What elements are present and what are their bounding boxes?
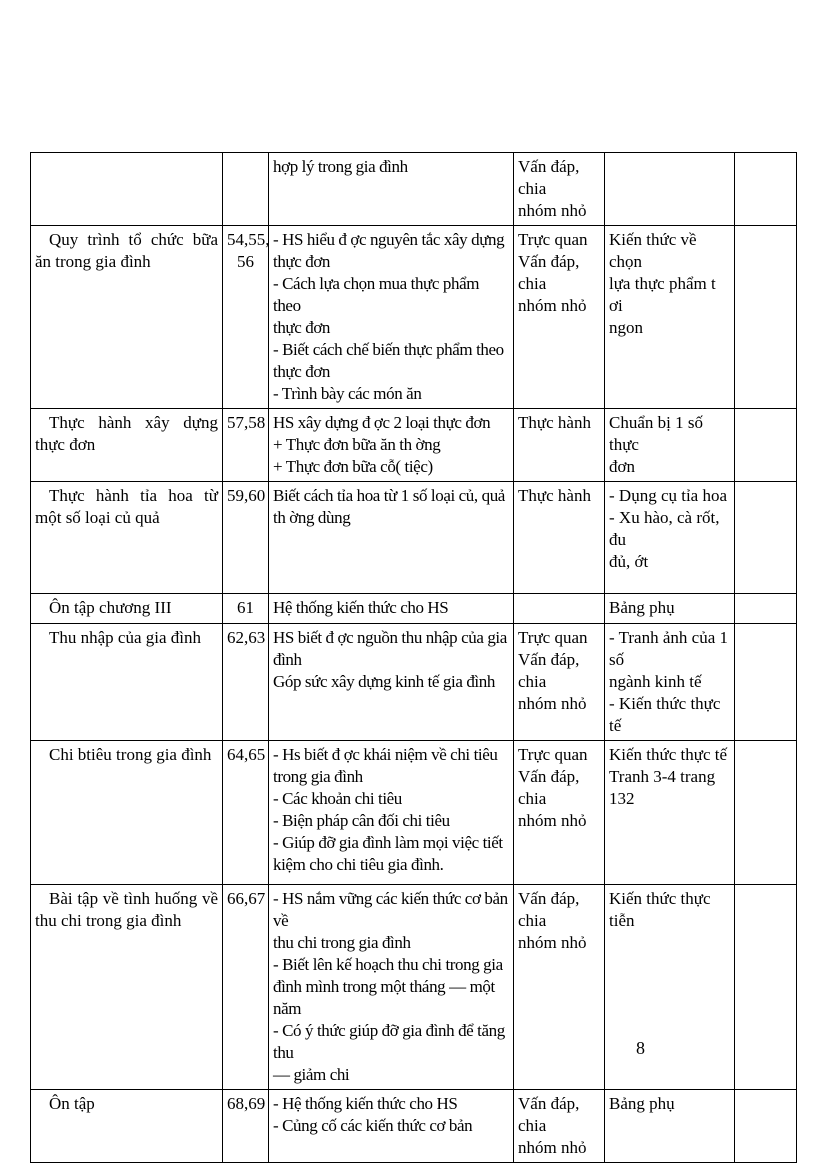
method-line: Vấn đáp, chia — [518, 650, 580, 691]
method-line: Trực quan — [518, 745, 588, 764]
table-row — [31, 1090, 797, 1163]
prep-line: - Dụng cụ tỉa hoa — [609, 486, 728, 505]
method-line: Vấn đáp, chia — [518, 252, 580, 293]
content-line: hợp lý trong gia đình — [273, 157, 408, 176]
content-line: - Biết cách chế biến thực phẩm theo — [273, 340, 504, 359]
method-cell — [514, 153, 605, 226]
method-line: Vấn đáp, chia — [518, 767, 580, 808]
content-line: th ờng dùng — [273, 508, 351, 527]
prep-line: đơn — [609, 457, 635, 476]
content-cell — [269, 226, 514, 409]
lesson-title-cell — [31, 1090, 223, 1163]
preparation-cell — [605, 624, 735, 741]
method-line: Vấn đáp, chia — [518, 157, 580, 198]
content-line: thu chi trong gia đình — [273, 933, 411, 952]
periods-cell: 54,55, 56 — [223, 226, 269, 409]
table-row — [31, 153, 797, 226]
note-cell — [735, 741, 797, 885]
lesson-title: Thu nhập của gia đình — [49, 628, 202, 647]
method-cell — [514, 1090, 605, 1163]
lesson-title-cell — [31, 741, 223, 885]
content-line: trong gia đình — [273, 767, 363, 786]
content-line: thực đơn — [273, 362, 331, 381]
table-row — [31, 482, 797, 594]
prep-line: ngành kinh tế — [609, 672, 702, 691]
prep-line: đủ, ớt — [609, 552, 649, 571]
method-cell — [514, 409, 605, 482]
prep-line: - Kiến thức thực tế — [609, 694, 721, 735]
content-line: - Biện pháp cân đối chi tiêu — [273, 811, 450, 830]
note-cell — [735, 226, 797, 409]
content-line: Hệ thống kiến thức cho HS — [273, 598, 449, 617]
note-cell — [735, 624, 797, 741]
content-line: kiệm cho chi tiêu gia đình. — [273, 855, 444, 874]
periods-cell: 61 — [223, 594, 269, 624]
method-line: Trực quan — [518, 628, 588, 647]
periods-cell: 62,63 — [223, 624, 269, 741]
prep-line: Kiến thức thực tiễn — [609, 889, 711, 930]
note-cell — [735, 1090, 797, 1163]
periods-cell: 66,67 — [223, 885, 269, 1090]
preparation-cell — [605, 482, 735, 594]
method-line: nhóm nhỏ — [518, 1138, 587, 1157]
content-cell — [269, 482, 514, 594]
content-line: - Trình bày các món ăn — [273, 384, 422, 403]
prep-line: lựa thực phẩm t ơi — [609, 274, 716, 315]
lesson-title-cell — [31, 409, 223, 482]
lesson-title: Chi btiêu trong gia đình — [49, 745, 212, 764]
method-line: Thực hành — [518, 486, 591, 505]
method-cell — [514, 594, 605, 624]
prep-line: - Tranh ảnh của 1 số — [609, 628, 728, 669]
prep-line: Bảng phụ — [609, 598, 675, 617]
method-line: Vấn đáp, chia — [518, 1094, 580, 1135]
prep-line: - Xu hào, cà rốt, đu — [609, 508, 720, 549]
method-cell — [514, 482, 605, 594]
content-cell — [269, 885, 514, 1090]
content-line: đình — [273, 650, 302, 669]
content-cell — [269, 409, 514, 482]
prep-line: Kiến thức thực tế — [609, 745, 728, 764]
lesson-title-cell — [31, 594, 223, 624]
prep-line: Chuẩn bị 1 số thực — [609, 413, 703, 454]
lesson-title-cell — [31, 885, 223, 1090]
content-line: - Hs biết đ ợc khái niệm về chi tiêu — [273, 745, 498, 764]
table-row — [31, 226, 797, 409]
note-cell — [735, 482, 797, 594]
periods-cell: 64,65 — [223, 741, 269, 885]
content-line: HS xây dựng đ ợc 2 loại thực đơn — [273, 413, 491, 432]
method-line: nhóm nhỏ — [518, 933, 587, 952]
page-number: 8 — [636, 1038, 645, 1058]
content-line: Góp sức xây dựng kinh tế gia đình — [273, 672, 495, 691]
method-line: nhóm nhỏ — [518, 201, 587, 220]
table-row — [31, 594, 797, 624]
lesson-title: Bài tập về tình huống về thu chi trong gia đình — [35, 889, 218, 930]
lesson-plan-table — [30, 152, 797, 1163]
note-cell — [735, 409, 797, 482]
content-line: - Giúp đỡ gia đình làm mọi việc tiết — [273, 833, 503, 852]
prep-line: Kiến thức về chọn — [609, 230, 697, 271]
periods-cell: 59,60 — [223, 482, 269, 594]
content-line: - Củng cố các kiến thức cơ bản — [273, 1116, 473, 1135]
lesson-title-cell — [31, 226, 223, 409]
preparation-cell — [605, 1090, 735, 1163]
content-line: + Thực đơn bữa ăn th ờng — [273, 435, 441, 454]
method-cell — [514, 226, 605, 409]
prep-line: Tranh 3-4 trang 132 — [609, 767, 716, 808]
lesson-title: Ôn tập — [49, 1094, 95, 1113]
method-line: Thực hành — [518, 413, 591, 432]
lesson-title-cell — [31, 624, 223, 741]
content-line: - HS nắm vững các kiến thức cơ bản về — [273, 889, 508, 930]
method-line: Vấn đáp, chia — [518, 889, 580, 930]
note-cell — [735, 885, 797, 1090]
periods-cell: 68,69 — [223, 1090, 269, 1163]
preparation-cell — [605, 409, 735, 482]
method-line: Trực quan — [518, 230, 588, 249]
content-line: - Các khoản chi tiêu — [273, 789, 402, 808]
content-line: Biết cách tỉa hoa từ 1 số loại củ, quả — [273, 486, 505, 505]
lesson-title-cell — [31, 153, 223, 226]
preparation-cell — [605, 741, 735, 885]
method-line: nhóm nhỏ — [518, 811, 587, 830]
note-cell — [735, 153, 797, 226]
content-line: đình mình trong một tháng — một năm — [273, 977, 495, 1018]
prep-line: Bảng phụ — [609, 1094, 675, 1113]
table-body — [31, 153, 797, 1163]
preparation-cell — [605, 153, 735, 226]
lesson-title: Ôn tập chương III — [49, 598, 172, 617]
content-line: - Hệ thống kiến thức cho HS — [273, 1094, 458, 1113]
lesson-title-cell — [31, 482, 223, 594]
method-line: nhóm nhỏ — [518, 694, 587, 713]
method-cell — [514, 624, 605, 741]
content-line: - HS hiểu đ ợc nguyên tắc xây dựng — [273, 230, 505, 249]
content-line: - Biết lên kế hoạch thu chi trong gia — [273, 955, 503, 974]
table-row — [31, 885, 797, 1090]
content-line: thực đơn — [273, 318, 331, 337]
content-line: — giảm chi — [273, 1065, 350, 1084]
periods-cell: 57,58 — [223, 409, 269, 482]
table-row — [31, 624, 797, 741]
method-cell — [514, 885, 605, 1090]
method-cell — [514, 741, 605, 885]
preparation-cell — [605, 226, 735, 409]
periods-cell — [223, 153, 269, 226]
content-line: HS biết đ ợc nguồn thu nhập của gia — [273, 628, 507, 647]
note-cell — [735, 594, 797, 624]
content-line: - Có ý thức giúp đỡ gia đình để tăng thu — [273, 1021, 505, 1062]
method-line: nhóm nhỏ — [518, 296, 587, 315]
lesson-title: Thực hành tỉa hoa từ một số loại củ quả — [35, 486, 218, 527]
content-cell — [269, 624, 514, 741]
content-line: - Cách lựa chọn mua thực phẩm theo — [273, 274, 480, 315]
content-cell — [269, 153, 514, 226]
table-row — [31, 741, 797, 885]
lesson-title: Thực hành xây dựng thực đơn — [35, 413, 218, 454]
content-cell — [269, 594, 514, 624]
content-line: + Thực đơn bữa cỗ( tiệc) — [273, 457, 433, 476]
content-line: thực đơn — [273, 252, 331, 271]
preparation-cell — [605, 885, 735, 1090]
lesson-title: Quy trình tổ chức bữa ăn trong gia đình — [35, 230, 218, 271]
content-cell — [269, 741, 514, 885]
content-cell — [269, 1090, 514, 1163]
table-row — [31, 409, 797, 482]
preparation-cell — [605, 594, 735, 624]
prep-line: ngon — [609, 318, 643, 337]
